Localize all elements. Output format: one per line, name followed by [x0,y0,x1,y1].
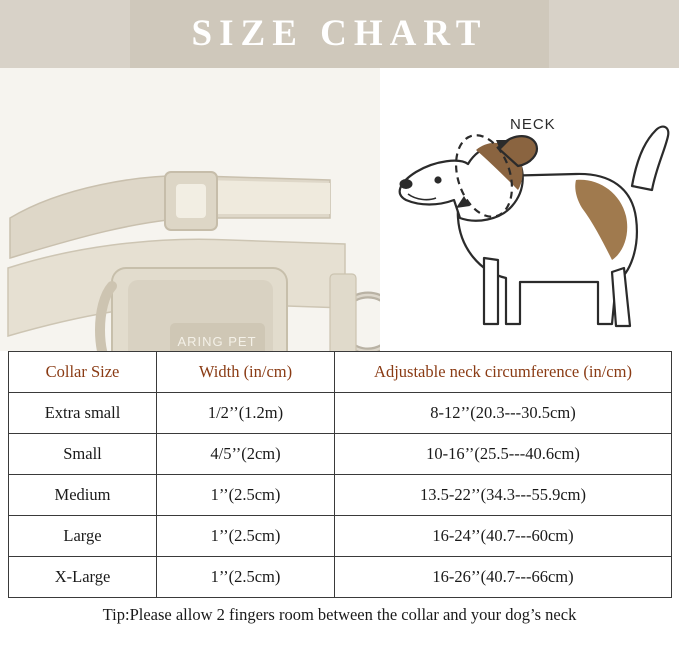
cell-neck: 10-16’’(25.5---40.6cm) [335,434,672,475]
collar-brand-text: ARING PET [177,334,257,349]
jack-russell-terrier-illustration [380,68,679,351]
column-header-collar-size: Collar Size [9,352,157,393]
column-header-neck-circumference: Adjustable neck circumference (in/cm) [335,352,672,393]
collar-photo [0,68,380,351]
cell-size: Small [9,434,157,475]
table-row [9,393,672,434]
page-title: SIZE CHART [191,13,488,54]
cell-size: Large [9,516,157,557]
cell-neck: 16-26’’(40.7---66cm) [335,557,672,598]
illustration-area [0,68,679,351]
header-banner [0,0,679,68]
dog-illustration [380,68,679,351]
table-header-row [9,352,672,393]
cell-neck: 13.5-22’’(34.3---55.9cm) [335,475,672,516]
cell-size: X-Large [9,557,157,598]
tip-text: Tip:Please allow 2 fingers room between the collar and your dog’s neck [102,605,577,624]
neck-label: NECK [510,116,556,133]
cell-size: Extra small [9,393,157,434]
table-row [9,475,672,516]
cell-width: 1’’(2.5cm) [157,475,335,516]
column-header-width: Width (in/cm) [157,352,335,393]
cell-width: 4/5’’(2cm) [157,434,335,475]
cell-neck: 8-12’’(20.3---30.5cm) [335,393,672,434]
cell-width: 1/2’’(1.2m) [157,393,335,434]
size-table [8,351,672,598]
cell-width: 1’’(2.5cm) [157,516,335,557]
cell-size: Medium [9,475,157,516]
table-row [9,516,672,557]
cell-neck: 16-24’’(40.7---60cm) [335,516,672,557]
table-row [9,434,672,475]
table-row [9,557,672,598]
cell-width: 1’’(2.5cm) [157,557,335,598]
dog-collar-photo [0,68,380,351]
size-table-wrap [0,351,679,625]
